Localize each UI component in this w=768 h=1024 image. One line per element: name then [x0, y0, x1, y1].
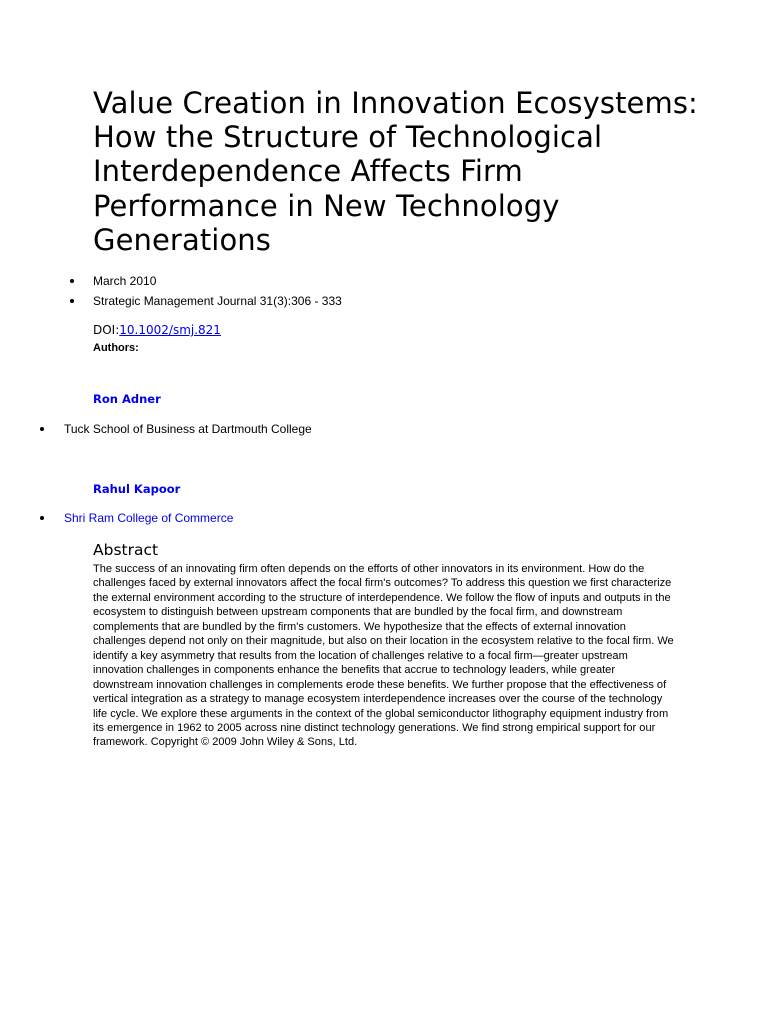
paper-title: Value Creation in Innovation Ecosystems: How the Structure of Technological Interdependence Affects Firm Performance in New Technology Generations	[93, 86, 698, 257]
abstract-text: The success of an innovating firm often depends on the efforts of other innovators in its environment. How do the challenges faced by external innovators affect the focal firm's outcomes? To address this question we first characterize the external environment according to the structure of interdependence. We follow the flow of inputs and outputs in the ecosystem to distinguish between upstream components that are bundled by the focal firm, and downstream complements that are bundled by the firm's customers. We hypothesize that the effects of external innovation challenges depend not only on their magnitude, but also on their location in the ecosystem relative to the focal firm. We identify a key asymmetry that results from the location of challenges relative to a focal firm—greater upstream innovation challenges in components enhance the benefits that accrue to technology leaders, while greater downstream innovation challenges in complements erode these benefits. We further propose that the effectiveness of vertical integration as a strategy to manage ecosystem interdependence increases over the course of the technology life cycle. We explore these arguments in the context of the global semiconductor lithography equipment industry from its emergence in 1962 to 2005 across nine distinct technology generations. We find strong empirical support for our framework. Copyright © 2009 John Wiley & Sons, Ltd.	[93, 563, 674, 749]
journal-citation: Strategic Management Journal 31(3):306 - 333	[93, 294, 342, 308]
journal-item	[93, 293, 342, 313]
author-affiliation	[64, 510, 233, 526]
bullet-icon	[70, 299, 74, 303]
author-affiliation	[64, 421, 312, 437]
abstract-heading: Abstract	[93, 541, 159, 559]
doi-link[interactable]: 10.1002/smj.821	[119, 323, 221, 337]
publication-date: March 2010	[93, 274, 157, 288]
affiliation-link[interactable]: Shri Ram College of Commerce	[64, 511, 234, 525]
publication-meta-list	[93, 273, 342, 313]
bullet-icon	[40, 516, 44, 520]
author-link-rahul-kapoor[interactable]: Rahul Kapoor	[93, 482, 181, 496]
doi-prefix: DOI:	[93, 323, 120, 337]
doi-line	[93, 322, 221, 338]
bullet-icon	[40, 427, 44, 431]
affiliation-text: Tuck School of Business at Dartmouth College	[64, 422, 312, 436]
publication-date-item	[93, 273, 342, 293]
bullet-icon	[70, 279, 74, 283]
authors-label: Authors:	[93, 342, 139, 354]
author-link-ron-adner[interactable]: Ron Adner	[93, 392, 161, 406]
